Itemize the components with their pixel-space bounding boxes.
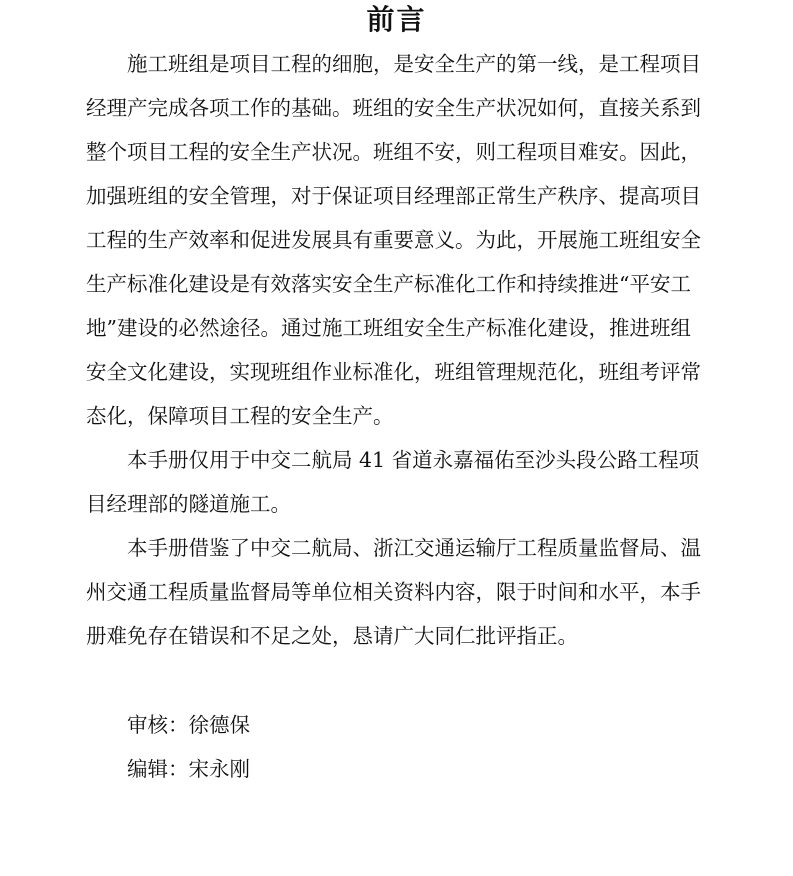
paragraph-line: 施工班组是项目工程的细胞，是安全生产的第一线，是工程项目 [127, 52, 701, 76]
paragraph-line: 地”建设的必然途径。通过施工班组安全生产标准化建设，推进班组 [86, 316, 691, 340]
paragraph-line: 册难免存在错误和不足之处，恳请广大同仁批评指正。 [86, 624, 578, 648]
paragraph-line: 经理产完成各项工作的基础。班组的安全生产状况如何，直接关系到 [86, 96, 701, 120]
paragraph-line: 本手册借鉴了中交二航局、浙江交通运输厅工程质量监督局、温 [127, 536, 701, 560]
paragraph-line: 整个项目工程的安全生产状况。班组不安，则工程项目难安。因此， [86, 140, 701, 164]
paragraph-line: 加强班组的安全管理，对于保证项目经理部正常生产秩序、提高项目 [86, 184, 701, 208]
paragraph-line: 本手册仅用于中交二航局 41 省道永嘉福佑至沙头段公路工程项 [127, 448, 700, 472]
page-title: 前言 [366, 3, 427, 36]
paragraph-line: 生产标准化建设是有效落实安全生产标准化工作和持续推进“平安工 [86, 272, 691, 296]
editor-signature: 编辑：宋永刚 [127, 757, 250, 781]
paragraph-line: 州交通工程质量监督局等单位相关资料内容，限于时间和水平，本手 [86, 580, 701, 604]
paragraph-line: 安全文化建设，实现班组作业标准化，班组管理规范化，班组考评常 [86, 360, 701, 384]
paragraph-line: 工程的生产效率和促进发展具有重要意义。为此，开展施工班组安全 [86, 228, 701, 252]
paragraph-line: 目经理部的隧道施工。 [86, 492, 291, 516]
reviewer-signature: 审核：徐德保 [127, 713, 250, 737]
paragraph-line: 态化，保障项目工程的安全生产。 [86, 404, 394, 428]
